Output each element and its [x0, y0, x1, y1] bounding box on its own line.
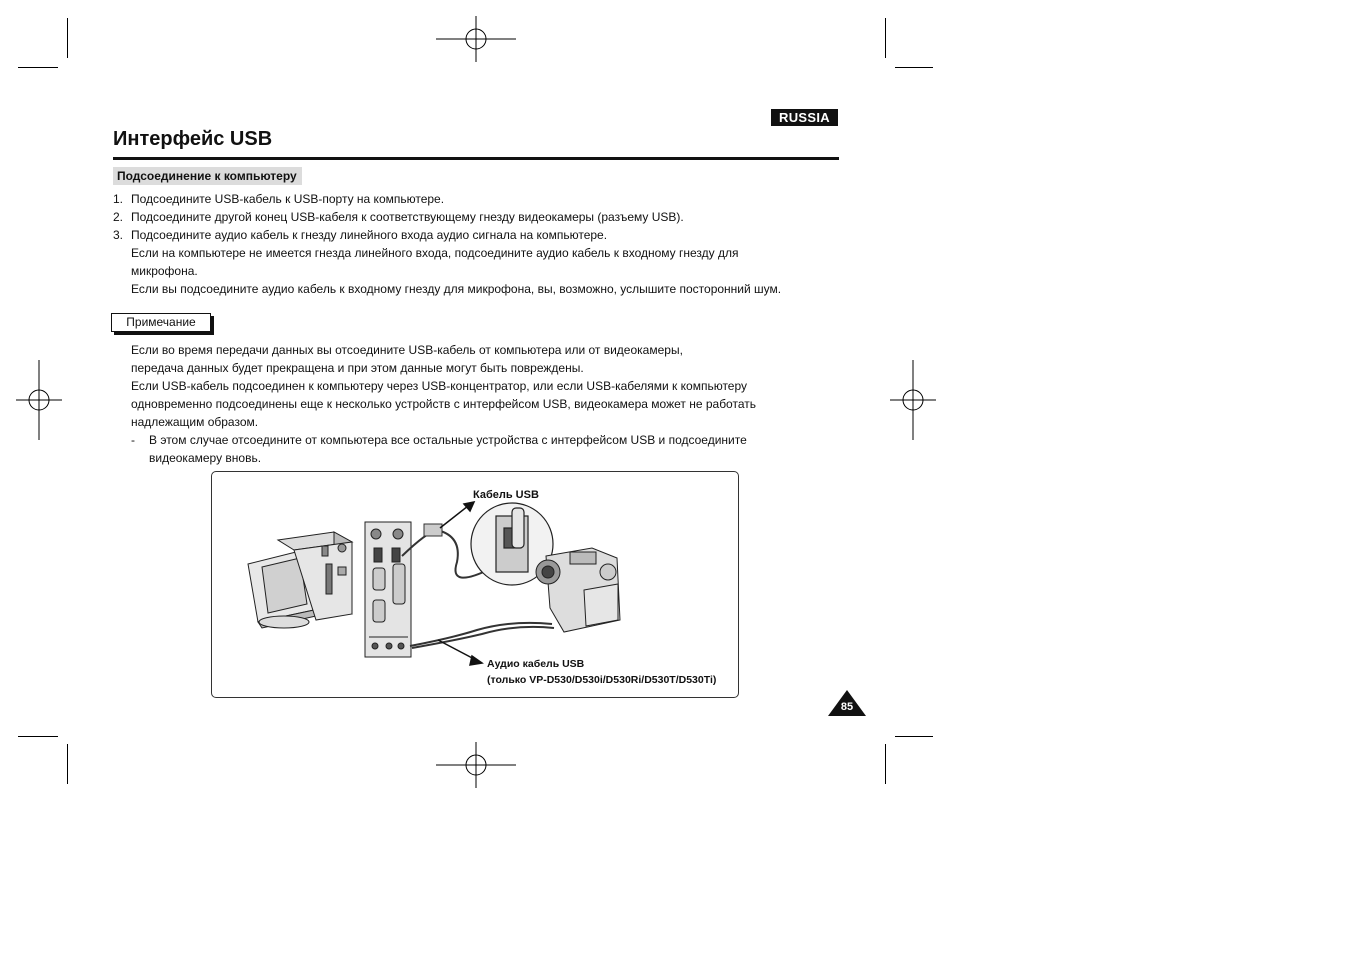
registration-target-right — [890, 360, 936, 440]
page-number: 85 — [840, 701, 854, 713]
step-number: 3. — [113, 228, 124, 242]
page-number-badge — [828, 690, 866, 716]
pc-rear-panel — [365, 522, 411, 657]
registration-target-bottom — [436, 742, 516, 788]
section-heading: Подсоединение к компьютеру — [113, 167, 302, 185]
step-number: 2. — [113, 210, 124, 224]
registration-target-top — [436, 16, 516, 62]
step-text: Подсоедините другой конец USB-кабеля к соответствующему гнезду видеокамеры (разъему USB). — [131, 210, 684, 224]
camcorder-icon — [536, 548, 620, 632]
step-text: Подсоедините аудио кабель к гнезду линейного входа аудио сигнала на компьютере. — [131, 228, 608, 242]
step-text: микрофона. — [131, 264, 198, 278]
audio-cable — [410, 623, 554, 648]
step-item — [113, 208, 781, 226]
note-line: Если во время передачи данных вы отсоедините USB-кабель от компьютера или от видеокамеры, — [131, 343, 683, 357]
audio-cable-models: (только VP-D530/D530i/D530Ri/D530T/D530Ti) — [487, 674, 717, 686]
page-title: Интерфейс USB — [113, 128, 273, 150]
steps-list — [113, 190, 781, 298]
note-line: одновременно подсоединены еще к несколько устройств с интерфейсом USB, видеокамера может не работать — [131, 397, 756, 411]
usb-cable-label: Кабель USB — [473, 489, 539, 501]
note-dash-item — [131, 431, 756, 467]
step-item — [113, 226, 781, 298]
note-body — [131, 341, 756, 467]
audio-cable-label — [487, 656, 716, 688]
note-label: Примечание — [111, 313, 211, 332]
step-item — [113, 190, 781, 208]
title-divider — [113, 157, 839, 160]
connection-diagram — [211, 471, 739, 698]
note-dash-line: В этом случае отсоедините от компьютера все остальные устройства с интерфейсом USB и подсоедините — [149, 433, 747, 447]
step-text: Если на компьютере не имеется гнезда линейного входа, подсоедините аудио кабель к входному гнезду для — [131, 246, 739, 260]
step-text: Если вы подсоедините аудио кабель к входному гнезду для микрофона, вы, возможно, услышите посторонний шум. — [131, 282, 782, 296]
language-badge: RUSSIA — [771, 109, 838, 126]
registration-target-left — [16, 360, 62, 440]
step-text: Подсоедините USB-кабель к USB-порту на компьютере. — [131, 192, 445, 206]
audio-cable-title: Аудио кабель USB — [487, 658, 585, 670]
note-line: надлежащим образом. — [131, 415, 259, 429]
note-line: Если USB-кабель подсоединен к компьютеру через USB-концентратор, или если USB-кабелями к компьютеру — [131, 379, 748, 393]
dash-bullet: - — [131, 433, 135, 447]
note-line: передача данных будет прекращена и при этом данные могут быть повреждены. — [131, 361, 584, 375]
note-dash-line: видеокамеру вновь. — [149, 451, 262, 465]
step-number: 1. — [113, 192, 124, 206]
